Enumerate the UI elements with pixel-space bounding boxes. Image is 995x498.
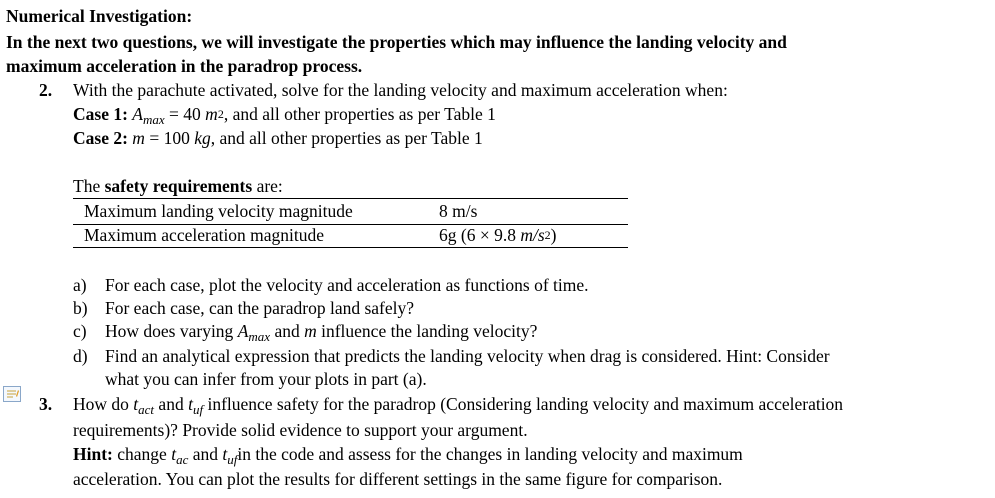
case-1-value: 40 [183, 104, 201, 124]
table-row-2-label: Maximum acceleration magnitude [84, 225, 325, 245]
question-3-line-2: requirements)? Provide solid evidence to support your argument. [73, 420, 528, 440]
intro-line-1: In the next two questions, we will investigate the properties which may influence the landing velocity and [6, 32, 787, 52]
section-title: Numerical Investigation: [6, 6, 193, 26]
case-1-equals: = [164, 104, 184, 124]
table-rule-top [73, 198, 628, 199]
question-3-number: 3. [39, 394, 53, 414]
question-2-number: 2. [39, 80, 53, 100]
question-3-line-4: acceleration. You can plot the results for different settings in the same figure for comparison. [73, 469, 723, 489]
part-b-letter: b) [73, 298, 88, 318]
table-caption-bold: safety requirements [104, 176, 253, 196]
part-c-letter: c) [73, 321, 87, 341]
case-1-label: Case 1: [73, 104, 128, 124]
part-c-text: How does varying $A_{max}$ and m influence the landing velocity? [105, 321, 538, 344]
part-a-text: For each case, plot the velocity and acceleration as functions of time. [105, 275, 589, 295]
table-row-1-value: 8 m/s [439, 201, 478, 221]
question-2-prompt: With the parachute activated, solve for the landing velocity and maximum acceleration when: [73, 80, 728, 100]
case-2-value: 100 [163, 128, 190, 148]
case-2-rest: , and all other properties as per Table 1 [210, 128, 483, 148]
case-2-label: Case 2: [73, 128, 128, 148]
comment-note-icon[interactable] [3, 386, 21, 402]
part-d-letter: d) [73, 346, 88, 366]
case-2-unit: kg [194, 128, 211, 148]
case-1-unit: m [205, 104, 218, 124]
case-1 [73, 104, 496, 125]
part-a-letter: a) [73, 275, 87, 295]
case-1-variable: A [132, 104, 143, 124]
part-b-text: For each case, can the paradrop land safely? [105, 298, 415, 318]
case-2-variable: m [132, 128, 145, 148]
question-3-hint: Hint: change $t_{ac}$ and $t_{uf}in$ the code and assess for the changes in landing velocity and maximum [73, 444, 743, 467]
case-2 [73, 128, 483, 149]
table-caption: The safety requirements are: [73, 176, 283, 196]
case-1-rest: , and all other properties as per Table 1 [223, 104, 496, 124]
part-d-text-line-1: Find an analytical expression that predicts the landing velocity when drag is considered. Hint: Consider [105, 346, 830, 366]
part-d-text-line-2: what you can infer from your plots in part (a). [105, 369, 427, 389]
intro-line-2: maximum acceleration in the paradrop process. [6, 56, 363, 76]
table-row-2-value: 6g (6 × 9.8 $m/s^2$) [439, 225, 557, 245]
case-2-equals: = [144, 128, 164, 148]
table-row-1-label: Maximum landing velocity magnitude [84, 201, 353, 221]
case-1-subscript: max [143, 112, 165, 127]
table-rule-bottom [73, 247, 628, 248]
question-3-line-1: How do $t_{act}$ and $t_{uf}$ influence safety for the paradrop (Considering landing velocity and maximum acceleration [73, 394, 844, 417]
hint-label: Hint: [73, 444, 113, 464]
case-1-exponent: 2 [217, 107, 224, 121]
